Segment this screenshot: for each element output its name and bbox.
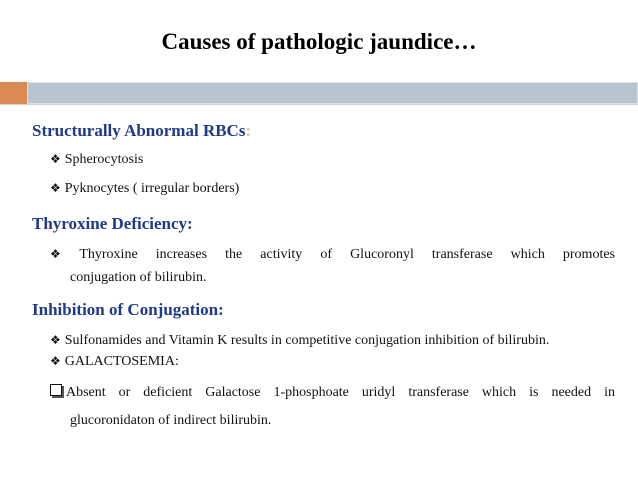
heading-inhibition-of-conjugation: Inhibition of Conjugation: — [32, 300, 224, 319]
heading-text: Structurally Abnormal RBCs — [32, 121, 246, 140]
list-item-text: Sulfonamides and Vitamin K results in competitive conjugation inhibition of bilirubin. — [64, 333, 550, 348]
slide-title: Causes of pathologic jaundice… — [161, 29, 477, 54]
diamond-bullet-icon: ❖ — [50, 181, 61, 195]
decorative-grey-bar — [27, 82, 638, 104]
list-item — [50, 181, 239, 197]
diamond-bullet-icon: ❖ — [50, 152, 61, 166]
list-item-text: Spherocytosis — [64, 152, 144, 167]
divider — [0, 104, 638, 105]
list-item — [50, 152, 143, 168]
list-item — [50, 333, 549, 349]
list-item — [50, 354, 179, 370]
list-item-text: GALACTOSEMIA: — [64, 354, 179, 369]
paragraph-line — [50, 247, 615, 263]
paragraph-text: Absent or deficient Galactose 1-phosphoate uridyl transferase which is needed in — [66, 385, 615, 400]
heading-thyroxine-deficiency: Thyroxine Deficiency: — [32, 214, 193, 233]
diamond-bullet-icon: ❖ — [50, 354, 61, 368]
diamond-bullet-icon: ❖ — [50, 333, 61, 347]
paragraph-line: glucoronidaton of indirect bilirubin. — [70, 413, 272, 428]
list-item-text: Pyknocytes ( irregular borders) — [64, 181, 240, 196]
decorative-orange-bar — [0, 82, 27, 104]
heading-structurally-abnormal-rbcs — [32, 121, 251, 141]
paragraph-line — [50, 384, 615, 401]
heading-colon: : — [245, 121, 252, 140]
checkbox-square-icon — [50, 384, 62, 396]
paragraph-line: conjugation of bilirubin. — [70, 270, 207, 285]
diamond-bullet-icon: ❖ — [50, 247, 76, 261]
paragraph-text: Thyroxine increases the activity of Glucoronyl transferase which promotes — [79, 247, 615, 262]
